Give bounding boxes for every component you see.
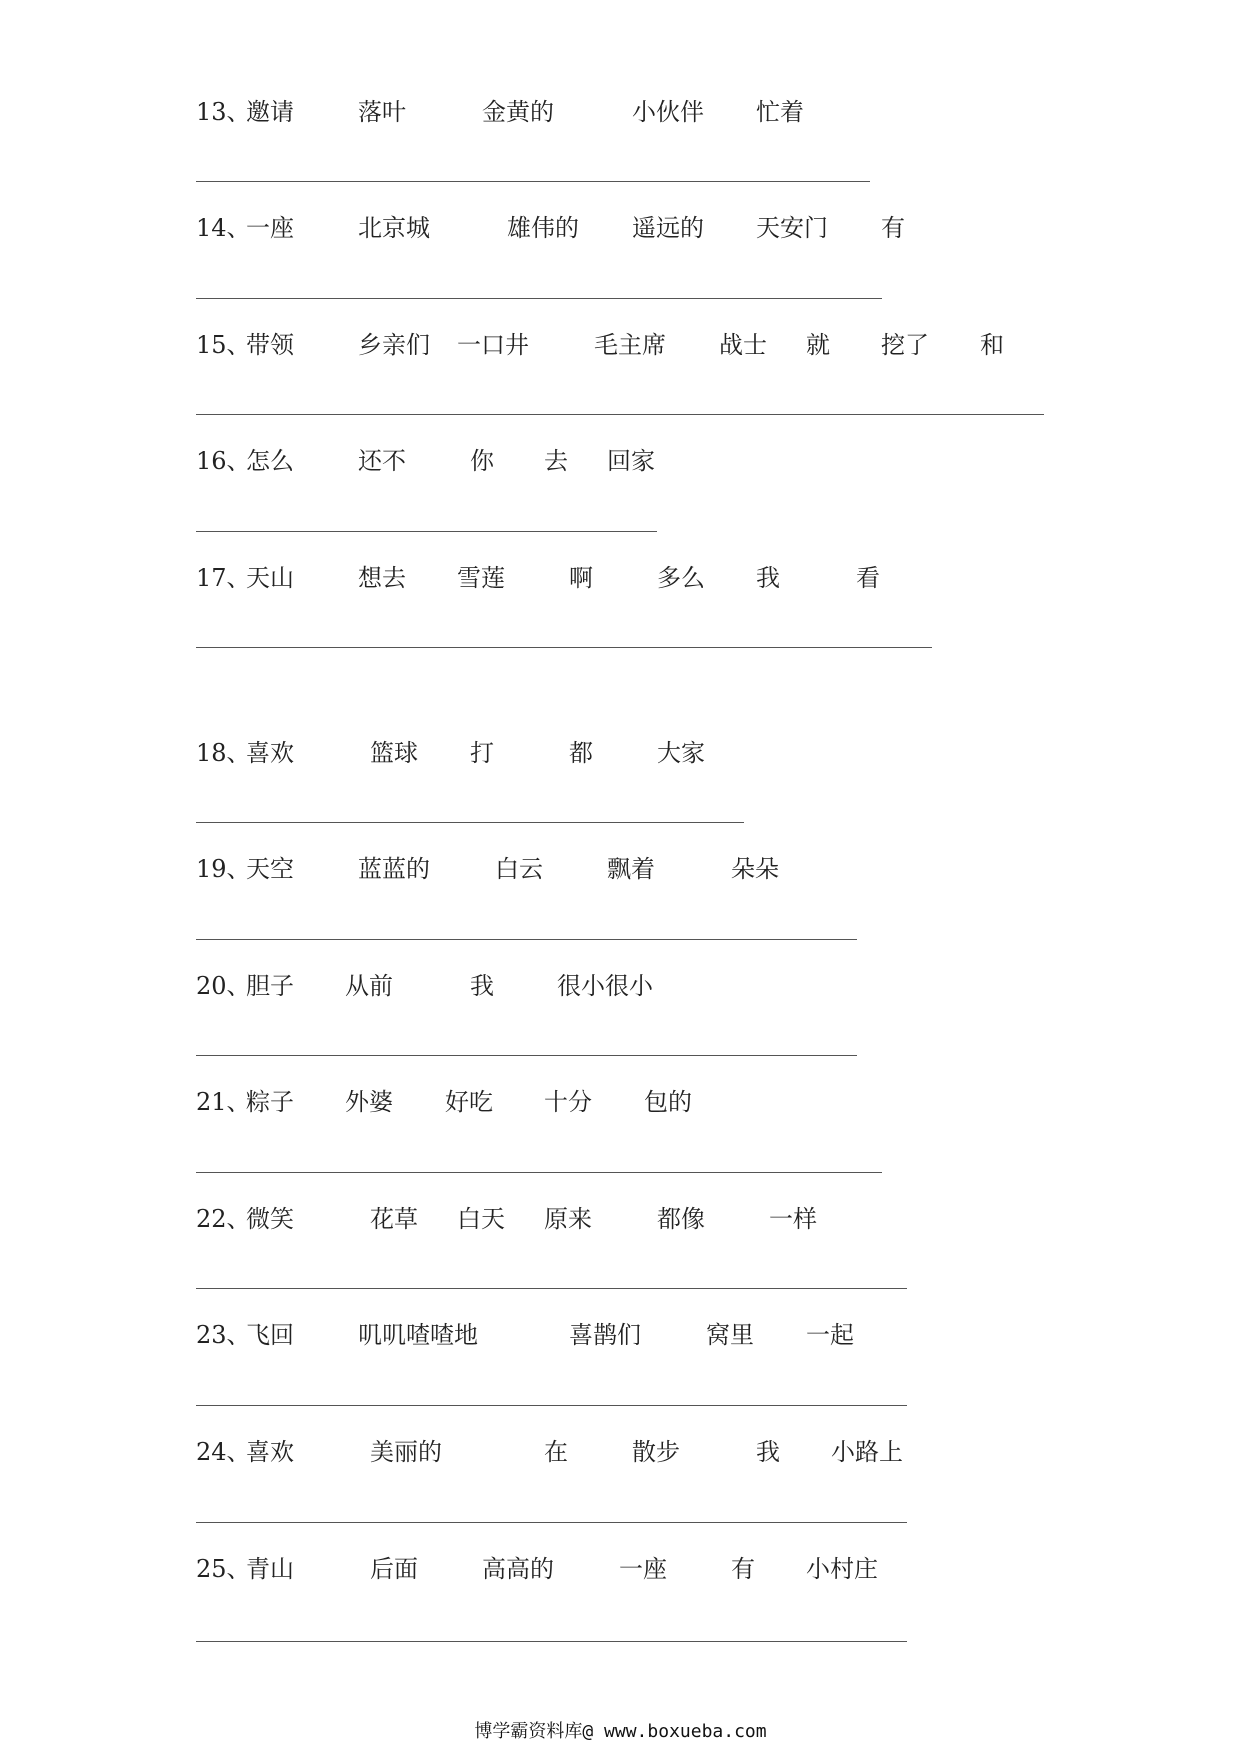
word-card: 都像 xyxy=(657,1205,705,1233)
word-card: 小村庄 xyxy=(806,1555,878,1583)
word-card: 想去 xyxy=(358,564,406,592)
word-card: 遥远的 xyxy=(632,214,704,242)
word-card: 一起 xyxy=(806,1321,854,1349)
question-number: 19、 xyxy=(196,855,251,883)
word-card: 胆子 xyxy=(246,972,294,1000)
word-card: 还不 xyxy=(358,447,406,475)
word-card: 散步 xyxy=(632,1438,680,1466)
answer-line[interactable] xyxy=(196,414,1044,415)
word-card: 十分 xyxy=(544,1088,592,1116)
word-card: 我 xyxy=(756,1438,780,1466)
word-card: 战士 xyxy=(719,331,767,359)
answer-line[interactable] xyxy=(196,531,657,532)
word-card: 有 xyxy=(731,1555,755,1583)
word-card: 喜鹊们 xyxy=(569,1321,641,1349)
word-card: 喜欢 xyxy=(246,739,294,767)
word-card: 花草 xyxy=(370,1205,418,1233)
word-card: 高高的 xyxy=(482,1555,554,1583)
word-card: 带领 xyxy=(246,331,294,359)
word-card: 大家 xyxy=(657,739,705,767)
question-number: 15、 xyxy=(196,331,251,359)
word-card: 篮球 xyxy=(370,739,418,767)
word-card: 叽叽喳喳地 xyxy=(358,1321,478,1349)
answer-line[interactable] xyxy=(196,181,870,182)
question-number: 13、 xyxy=(196,98,251,126)
word-card: 天安门 xyxy=(756,214,828,242)
word-card: 邀请 xyxy=(246,98,294,126)
word-card: 毛主席 xyxy=(594,331,666,359)
word-card: 粽子 xyxy=(246,1088,294,1116)
question-number: 14、 xyxy=(196,214,251,242)
word-card: 窝里 xyxy=(706,1321,754,1349)
answer-line[interactable] xyxy=(196,1522,907,1523)
word-card: 飞回 xyxy=(246,1321,294,1349)
word-card: 怎么 xyxy=(246,447,294,475)
word-card: 小路上 xyxy=(831,1438,903,1466)
word-card: 北京城 xyxy=(358,214,430,242)
word-card: 有 xyxy=(881,214,905,242)
word-card: 雪莲 xyxy=(457,564,505,592)
answer-line[interactable] xyxy=(196,1055,857,1056)
word-card: 一口井 xyxy=(457,331,529,359)
word-card: 啊 xyxy=(569,564,593,592)
word-card: 落叶 xyxy=(358,98,406,126)
question-number: 23、 xyxy=(196,1321,251,1349)
word-card: 一座 xyxy=(246,214,294,242)
word-card: 小伙伴 xyxy=(632,98,704,126)
word-card: 打 xyxy=(470,739,494,767)
word-card: 我 xyxy=(756,564,780,592)
question-number: 22、 xyxy=(196,1205,251,1233)
word-card: 从前 xyxy=(345,972,393,1000)
answer-line[interactable] xyxy=(196,1405,907,1406)
answer-line[interactable] xyxy=(196,1288,907,1289)
question-number: 20、 xyxy=(196,972,251,1000)
word-card: 去 xyxy=(544,447,568,475)
word-card: 多么 xyxy=(657,564,705,592)
word-card: 一样 xyxy=(769,1205,817,1233)
word-card: 雄伟的 xyxy=(507,214,579,242)
word-card: 就 xyxy=(806,331,830,359)
word-card: 乡亲们 xyxy=(358,331,430,359)
word-card: 好吃 xyxy=(445,1088,493,1116)
word-card: 天空 xyxy=(246,855,294,883)
footer-watermark: 博学霸资料库@ www.boxueba.com xyxy=(474,1721,767,1742)
word-card: 天山 xyxy=(246,564,294,592)
answer-line[interactable] xyxy=(196,1172,882,1173)
word-card: 都 xyxy=(569,739,593,767)
answer-line[interactable] xyxy=(196,1641,907,1642)
word-card: 看 xyxy=(856,564,880,592)
answer-line[interactable] xyxy=(196,939,857,940)
word-card: 很小很小 xyxy=(557,972,653,1000)
word-card: 后面 xyxy=(370,1555,418,1583)
question-number: 17、 xyxy=(196,564,251,592)
word-card: 美丽的 xyxy=(370,1438,442,1466)
word-card: 蓝蓝的 xyxy=(358,855,430,883)
question-number: 16、 xyxy=(196,447,251,475)
word-card: 回家 xyxy=(607,447,655,475)
word-card: 你 xyxy=(470,447,494,475)
word-card: 原来 xyxy=(544,1205,592,1233)
word-card: 微笑 xyxy=(246,1205,294,1233)
word-card: 挖了 xyxy=(881,331,929,359)
answer-line[interactable] xyxy=(196,298,882,299)
word-card: 和 xyxy=(980,331,1004,359)
word-card: 白云 xyxy=(495,855,543,883)
answer-line[interactable] xyxy=(196,822,744,823)
word-card: 朵朵 xyxy=(731,855,779,883)
word-card: 在 xyxy=(544,1438,568,1466)
question-number: 18、 xyxy=(196,739,251,767)
word-card: 包的 xyxy=(644,1088,692,1116)
word-card: 青山 xyxy=(246,1555,294,1583)
answer-line[interactable] xyxy=(196,647,932,648)
word-card: 飘着 xyxy=(607,855,655,883)
question-number: 24、 xyxy=(196,1438,251,1466)
question-number: 25、 xyxy=(196,1555,251,1583)
word-card: 金黄的 xyxy=(482,98,554,126)
word-card: 忙着 xyxy=(756,98,804,126)
word-card: 外婆 xyxy=(345,1088,393,1116)
question-number: 21、 xyxy=(196,1088,251,1116)
word-card: 我 xyxy=(470,972,494,1000)
word-card: 一座 xyxy=(619,1555,667,1583)
word-card: 白天 xyxy=(457,1205,505,1233)
word-card: 喜欢 xyxy=(246,1438,294,1466)
